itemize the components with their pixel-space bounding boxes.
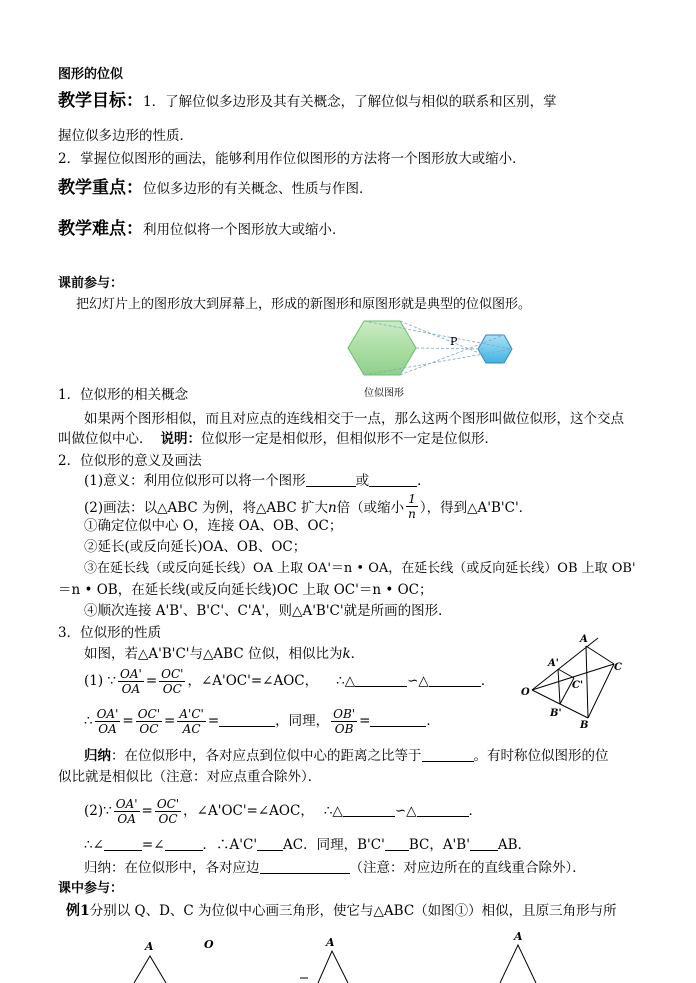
tri1-outline	[134, 956, 166, 983]
objectives-item1b: 握位似多边形的性质．	[58, 128, 193, 144]
blank[interactable]	[429, 672, 481, 687]
summary1: 归纳：在位似形中，各对应点到位似中心的距离之比等于 。有时称位似图形的位	[84, 748, 609, 764]
tri2-outline	[318, 951, 348, 983]
label-c-prime: C'	[572, 680, 584, 691]
section1-line1: 如果两个图形相似，而且对应点的连线相交于一点，那么这两个图形叫做位似形，这个交点	[84, 411, 624, 427]
figure-point-p: P	[450, 335, 458, 348]
blank[interactable]	[306, 472, 356, 487]
section2-heading: 2．位似形的意义及画法	[58, 453, 202, 469]
property1-line1: (1) ∵ $\frac{OA'}{OA}$ = $\frac{OC'}{OC}$ ，∠A'OC'=∠AOC， ∴△ ∽△ ．	[84, 667, 495, 696]
fraction-oc: $\frac{OC'}{OC}$	[156, 797, 180, 826]
fraction-ob: $\frac{OB'}{OB}$	[333, 707, 356, 736]
tri1-label-a: A	[145, 940, 154, 953]
blank[interactable]	[370, 712, 426, 727]
blank[interactable]	[369, 472, 417, 487]
fraction-oc: $\frac{OC'}{OC}$	[137, 707, 161, 736]
note-label: 说明：	[160, 431, 201, 447]
section2-draw: (2)画法：以△ABC 为例，将△ABC 扩大n倍（或缩小 $\frac{1}{n}$ ），得到△A'B'C'．	[84, 492, 533, 521]
blank[interactable]	[260, 859, 350, 874]
key-points	[58, 179, 373, 198]
blank[interactable]	[343, 802, 395, 817]
example-triangles	[0, 925, 696, 983]
section3-intro: 如图，若△A'B'C'与△ABC 位似，相似比为k．	[84, 646, 365, 662]
key-points-label: 教学重点：	[58, 178, 143, 198]
blank[interactable]	[104, 836, 142, 851]
property2-line1: (2)∵ $\frac{OA'}{OA}$ = $\frac{OC'}{OC}$ ，∠A'OC'=∠AOC， ∴△ ∽△ ．	[84, 797, 483, 826]
label-o: O	[521, 687, 530, 698]
preclass-heading: 课前参与：	[58, 276, 124, 291]
objectives-label: 教学目标：	[58, 91, 143, 111]
summary1-line2: 似比就是相似比（注意：对应点重合除外）．	[58, 769, 322, 785]
tri3-outline	[500, 945, 536, 983]
section1-heading: 1．位似形的相关概念	[58, 387, 189, 403]
inclass-heading: 课中参与：	[58, 881, 124, 896]
side-a2c2	[558, 669, 574, 678]
ray-oa	[532, 638, 598, 690]
objectives-item2: 2．掌握位似图形的画法，能够利用作位似图形的方法将一个图形放大或缩小．	[58, 151, 526, 167]
blank[interactable]	[417, 802, 469, 817]
blank[interactable]	[422, 747, 474, 762]
section2-meaning: (1)意义：利用位似形可以将一个图形 或 ．	[84, 473, 431, 489]
step3b: ＝n • OB，在延长线(或反向延长线)OC 上取 OC'＝n • OC；	[58, 582, 433, 598]
step4: ④顺次连接 A'B'、B'C'、C'A'，则△A'B'C'就是所画的图形．	[84, 603, 452, 619]
side-ab	[586, 646, 588, 718]
side-a2b2	[558, 669, 560, 704]
summary2: 归纳：在位似形中，各对应边 （注意：对应边所在的直线重合除外）．	[84, 860, 586, 876]
label-c: C	[614, 662, 622, 673]
difficulty	[58, 220, 346, 239]
label-b-prime: B'	[550, 708, 562, 719]
property2-line2: ∴∠ =∠ ．∴A'C' AC．同理，B'C' BC，A'B' AB．	[84, 837, 532, 853]
side-cb	[588, 664, 614, 718]
fraction-1-over-n: $\frac{1}{n}$	[408, 492, 416, 521]
label-a: A	[580, 634, 588, 645]
fraction-oa: $\frac{OA'}{OA}$	[115, 797, 138, 826]
page-title: 图形的位似	[58, 67, 124, 82]
homothety-triangle-diagram	[518, 632, 636, 732]
fraction-oa: $\frac{OA'}{OA}$	[96, 707, 119, 736]
fraction-oa: $\frac{OA'}{OA}$	[120, 667, 142, 696]
homothety-hexagon-figure	[340, 318, 540, 402]
blank[interactable]	[165, 836, 203, 851]
example1	[66, 902, 617, 920]
step3a: ③在延长线（或反向延长线）OA 上取 OA'＝n • OA，在延长线（或反向延长线）OB 上取 OB'	[84, 561, 636, 576]
step2: ②延长(或反向延长)OA、OB、OC；	[84, 539, 307, 555]
preclass-intro: 把幻灯片上的图形放大到屏幕上，形成的新图形和原图形就是典型的位似图形。	[76, 297, 532, 312]
tri1-label-o: O	[204, 938, 214, 951]
tri3-label-a: A	[514, 930, 523, 943]
objectives-line1	[58, 92, 557, 111]
label-a-prime: A'	[548, 658, 559, 669]
difficulty-label: 教学难点：	[58, 219, 143, 239]
example-label: 例1	[66, 903, 90, 919]
figure-caption: 位似图形	[364, 388, 404, 399]
fraction-oc: $\frac{OC'}{OC}$	[161, 667, 184, 696]
blank[interactable]	[470, 836, 498, 851]
objectives-item1a: 1．了解位似多边形及其有关概念，了解位似与相似的联系和区别，掌	[143, 94, 557, 110]
side-ac	[586, 646, 614, 664]
label-b: B	[580, 720, 589, 731]
blank[interactable]	[257, 836, 283, 851]
blank[interactable]	[385, 836, 409, 851]
blank[interactable]	[355, 672, 407, 687]
difficulty-text: 利用位似将一个图形放大或缩小．	[143, 222, 346, 238]
fraction-ac: $\frac{A'C'}{AC}$	[179, 707, 204, 736]
tri2-label-a: A	[326, 936, 335, 949]
section3-heading: 3．位似形的性质	[58, 625, 162, 641]
property1-line2: ∴ $\frac{OA'}{OA}$ = $\frac{OC'}{OC}$ = $\frac{A'C'}{AC}$ = ，同理， $\frac{OB'}{OB}$ = ．	[84, 707, 440, 736]
key-points-text: 位似多边形的有关概念、性质与作图．	[143, 181, 373, 197]
example-text: 分别以 Q、D、C 为位似中心画三角形，使它与△ABC（如图①）相似，且原三角形与所	[89, 903, 617, 919]
section1-line2: 叫做位似中心． 说明：位似形一定是相似形，但相似形不一定是位似形．	[58, 431, 498, 447]
blank[interactable]	[219, 712, 275, 727]
step1: ①确定位似中心 O，连接 OA、OB、OC；	[84, 518, 343, 534]
